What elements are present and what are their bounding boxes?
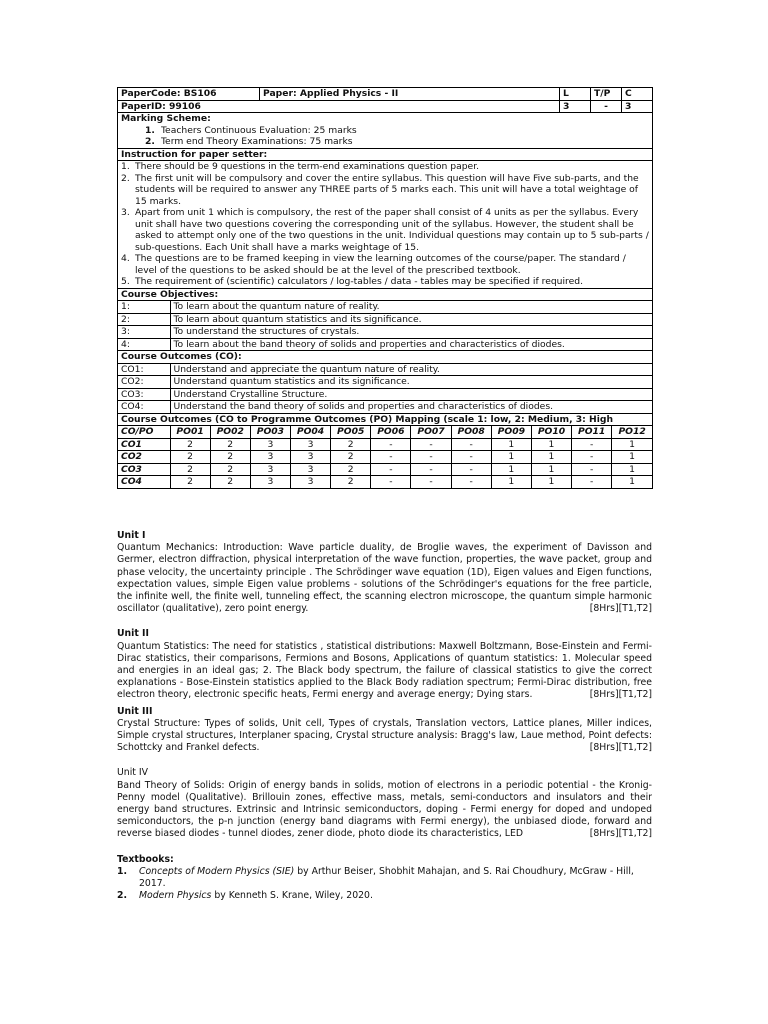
syllabus-table: [117, 87, 653, 489]
marking-scheme-list: [121, 125, 649, 148]
table-row: CO1: Understand and appreciate the quantum nature of reality.: [118, 364, 652, 376]
c-label: C: [622, 88, 653, 101]
list-item: 1. Concepts of Modern Physics (SIE) by Arthur Beiser, Shobhit Mahajan, and S. Rai Choudhury, McGraw - Hill, 2017.: [117, 865, 634, 890]
unit-title: Unit IV: [117, 767, 148, 779]
table-row: CO2 2 2 3 3 2 - - - 1 1 - 1: [118, 451, 652, 464]
unit-hours: [8Hrs][T1,T2]: [589, 828, 652, 840]
list-item: 2. Modern Physics by Kenneth S. Krane, Wiley, 2020.: [117, 890, 373, 902]
outcomes-row: [118, 363, 653, 413]
list-item: 1. There should be 9 questions in the term-end examinations question paper.: [121, 161, 480, 172]
l-value: 3: [560, 100, 591, 113]
unit-title: Unit III: [117, 705, 153, 717]
table-header-row: CO/PO PO01 PO02 PO03 PO04 PO05 PO06 PO07 PO08 PO09 PO10 PO11 PO12: [118, 426, 652, 438]
mapping-title: Course Outcomes (CO to Programme Outcomes (PO) Mapping (scale 1: low, 2: Medium, 3: High: [118, 413, 653, 426]
list-item: 2. The first unit will be compulsory and cover the entire syllabus. This question will have Five sub-parts, and the students will be required to answer any THREE parts of 5 marks each. This unit will have a total weightage of 15 marks.: [121, 172, 639, 207]
instruction-title-row: [118, 148, 653, 161]
marking-scheme-title: Marking Scheme:: [121, 113, 211, 124]
list-item: 1. Teachers Continuous Evaluation: 25 marks: [145, 124, 357, 136]
table-row: CO4 2 2 3 3 2 - - - 1 1 - 1: [118, 476, 652, 488]
unit-body: Quantum Statistics: The need for statistics , statistical distributions: Maxwell Boltzmann, Bose-Einstein and Fermi-Dirac statistics, their comparisons, Fermions and Bosons, Applications of quantum statistics: 1. Molecular speed and energies in an ideal gas; 2. The Black body spectrum, the failure of classical statistics to give the correct explanations - Bose-Einstein statistics applied to the Black Body radiation spectrum; Fermi-Dirac distribution, free electron theory, electronic specific heats, Fermi energy and average energy; Dying stars. [8Hrs][T1,T2]: [117, 640, 652, 701]
marking-scheme-row: [118, 113, 653, 149]
unit-body: Crystal Structure: Types of solids, Unit cell, Types of crystals, Translation vectors, Lattice planes, Miller indices, Simple crystal structures, Interplaner spacing, Crystal structure analysis: Bragg's law, Laue method, Point defects: Schottcky and Frankel defects. [8Hrs][T1,T2]: [117, 717, 652, 754]
objectives-title: Course Objectives:: [118, 288, 653, 301]
list-item: 2. Term end Theory Examinations: 75 marks: [145, 136, 353, 147]
unit-hours: [8Hrs][T1,T2]: [589, 689, 652, 701]
table-row: 4: To learn about the band theory of solids and properties and characteristics of diodes.: [118, 338, 652, 350]
objectives-table: [118, 301, 652, 350]
list-item: 4. The questions are to be framed keeping in view the learning outcomes of the course/paper. The standard / level of the questions to be asked should be at the level of the prescribed textbook.: [121, 253, 626, 276]
unit-body: Quantum Mechanics: Introduction: Wave particle duality, de Broglie waves, the experiment of Davisson and Germer, electron diffraction, physical interpretation of the wave function, properties, the wave packet, group and phase velocity, the uncertainty principle . The Schrödinger wave equation (1D), Eigen values and Eigen functions, expectation values, simple Eigen value problems - solutions of the Schrödinger's equations for the free particle, the infinite well, the finite well, tunneling effect, the scanning electron microscope, the quantum simple harmonic oscillator (qualitative), zero point energy. [8Hrs][T1,T2]: [117, 542, 652, 615]
table-row: CO3: Understand Crystalline Structure.: [118, 388, 652, 401]
textbooks-list: [117, 866, 652, 903]
table-row: CO1 2 2 3 3 2 - - - 1 1 - 1: [118, 438, 652, 451]
tp-label: T/P: [591, 88, 622, 101]
paper-name: Paper: Applied Physics - II: [260, 88, 560, 101]
list-item: 3. Apart from unit 1 which is compulsory, the rest of the paper shall consist of 4 units as per the syllabus. Every unit shall have two questions covering the corresponding unit of the syllabus. However, the student shall be asked to attempt only one of the two questions in the unit. Individual questions may contain up to 5 sub-parts / sub-questions. Each Unit shall have a marks weightage of 15.: [121, 207, 649, 253]
instruction-title: Instruction for paper setter:: [118, 148, 653, 161]
table-row: 3: To understand the structures of crystals.: [118, 326, 652, 339]
units-section: [117, 530, 652, 902]
c-value: 3: [622, 100, 653, 113]
paper-id: PaperID: 99106: [118, 100, 560, 113]
paper-code: PaperCode: BS106: [118, 88, 260, 101]
list-item: 5. The requirement of (scientific) calculators / log-tables / data - tables may be specified if required.: [121, 276, 584, 287]
instruction-row: [118, 161, 653, 289]
paper-id-row: [118, 100, 653, 113]
paper-code-row: [118, 88, 653, 101]
table-row: CO3 2 2 3 3 2 - - - 1 1 - 1: [118, 463, 652, 476]
unit-hours: [8Hrs][T1,T2]: [589, 742, 652, 754]
objectives-title-row: [118, 288, 653, 301]
unit-title: Unit I: [117, 530, 146, 541]
table-row: 1: To learn about the quantum nature of reality.: [118, 301, 652, 313]
table-row: CO4: Understand the band theory of solids and properties and characteristics of diodes.: [118, 401, 652, 413]
unit-hours: [8Hrs][T1,T2]: [589, 603, 652, 615]
l-label: L: [560, 88, 591, 101]
outcomes-title: Course Outcomes (CO):: [118, 351, 653, 364]
tp-value: -: [591, 100, 622, 113]
unit-title: Unit II: [117, 628, 149, 640]
outcomes-title-row: [118, 351, 653, 364]
mapping-title-row: [118, 413, 653, 426]
mapping-row: [118, 426, 653, 489]
po-mapping-table: [118, 426, 652, 488]
table-row: 2: To learn about quantum statistics and its significance.: [118, 313, 652, 326]
instruction-list: [121, 161, 649, 288]
outcomes-table: [118, 364, 652, 413]
textbooks-title: Textbooks:: [117, 853, 174, 865]
table-row: CO2: Understand quantum statistics and its significance.: [118, 376, 652, 389]
unit-body: Band Theory of Solids: Origin of energy bands in solids, motion of electrons in a periodic potential - the Kronig-Penny model (Qualitative). Brillouin zones, effective mass, metals, semi-conductors and insulators and their energy band structures. Extrinsic and Intrinsic semiconductors, doping - Fermi energy for doped and undoped semiconductors, the p-n junction (energy band diagrams with Fermi energy), the unbiased diode, forward and reverse biased diodes - tunnel diodes, zener diode, photo diode its characteristics, LED [8Hrs][T1,T2]: [117, 779, 652, 840]
syllabus-page: [117, 87, 652, 489]
objectives-row: [118, 301, 653, 351]
